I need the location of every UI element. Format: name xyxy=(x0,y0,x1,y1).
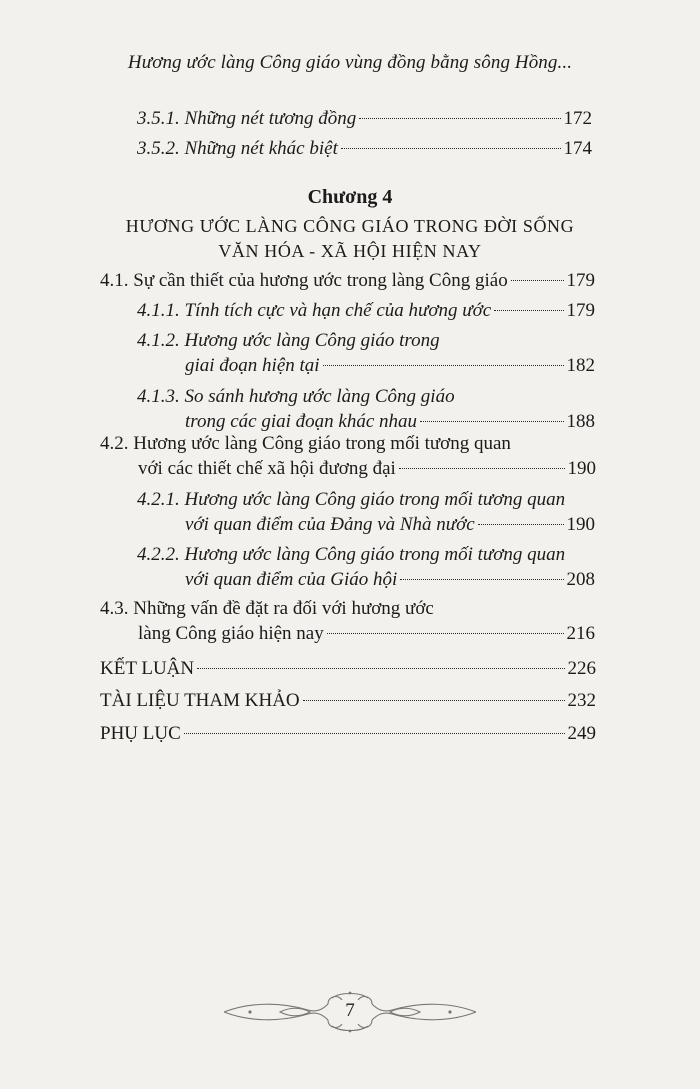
toc-entry-4-1-1[interactable] xyxy=(137,298,595,324)
dot-leader xyxy=(327,633,564,634)
toc-entry-label: TÀI LIỆU THAM KHẢO xyxy=(100,690,300,711)
toc-entry-label: 3.5.2. Những nét khác biệt xyxy=(137,138,338,159)
toc-entry-ket-luan[interactable] xyxy=(100,656,596,682)
toc-page-number: 249 xyxy=(567,723,596,744)
dot-leader xyxy=(420,421,563,422)
toc-entry-tai-lieu-tham-khao[interactable] xyxy=(100,688,596,714)
toc-entry-label: giai đoạn hiện tại xyxy=(185,355,320,376)
toc-entry-4-3[interactable] xyxy=(138,621,595,647)
toc-entry-4-1-3-line1[interactable]: 4.1.3. So sánh hương ước làng Công giáo xyxy=(137,386,455,407)
toc-entry-label: 4.1.1. Tính tích cực và hạn chế của hương ước xyxy=(137,300,492,321)
toc-entry-label: 3.5.1. Những nét tương đồng xyxy=(137,108,357,129)
toc-entry-4-1[interactable] xyxy=(100,268,595,294)
toc-entry-label: trong các giai đoạn khác nhau xyxy=(185,411,418,432)
toc-page-number: 182 xyxy=(566,355,595,376)
toc-entry-3-5-2[interactable] xyxy=(137,136,592,162)
dot-leader xyxy=(478,524,564,525)
toc-page-number: 179 xyxy=(566,300,595,321)
toc-entry-label: KẾT LUẬN xyxy=(100,658,195,679)
toc-entry-4-2-1[interactable] xyxy=(185,512,595,538)
dot-leader xyxy=(511,280,564,281)
toc-page-number: 174 xyxy=(563,138,592,159)
toc-entry-4-2-2[interactable] xyxy=(185,567,595,593)
toc-page-number: 190 xyxy=(567,458,596,479)
dot-leader xyxy=(303,700,565,701)
toc-entry-4-1-2[interactable] xyxy=(185,353,595,379)
toc-page-number: 172 xyxy=(563,108,592,129)
toc-entry-label: 4.1. Sự cần thiết của hương ước trong làng Công giáo xyxy=(100,270,508,291)
chapter-title-line2: VĂN HÓA - XÃ HỘI HIỆN NAY xyxy=(218,241,482,261)
dot-leader xyxy=(323,365,564,366)
dot-leader xyxy=(341,148,561,149)
dot-leader xyxy=(197,668,564,669)
chapter-number: Chương 4 xyxy=(307,186,393,208)
toc-entry-label: làng Công giáo hiện nay xyxy=(138,623,324,644)
toc-page-number: 216 xyxy=(566,623,595,644)
toc-entry-label: với quan điểm của Đảng và Nhà nước xyxy=(185,514,475,535)
toc-entry-4-2-line1[interactable]: 4.2. Hương ước làng Công giáo trong mối tương quan xyxy=(100,433,511,454)
chapter-title-line1: HƯƠNG ƯỚC LÀNG CÔNG GIÁO TRONG ĐỜI SỐNG xyxy=(125,216,575,236)
toc-entry-4-2-1-line1[interactable]: 4.2.1. Hương ước làng Công giáo trong mối tương quan xyxy=(137,489,566,510)
page-number: 7 xyxy=(345,1000,355,1021)
running-header: Hương ước làng Công giáo vùng đồng bằng sông Hồng... xyxy=(127,52,573,73)
toc-entry-4-1-2-line1[interactable]: 4.1.2. Hương ước làng Công giáo trong xyxy=(137,330,440,351)
toc-page-number: 226 xyxy=(567,658,596,679)
toc-entry-label: với các thiết chế xã hội đương đại xyxy=(138,458,396,479)
dot-leader xyxy=(400,579,563,580)
toc-entry-4-3-line1[interactable]: 4.3. Những vấn đề đặt ra đối với hương ước xyxy=(100,598,434,619)
toc-page-number: 188 xyxy=(566,411,595,432)
toc-page-number: 179 xyxy=(566,270,595,291)
toc-page-number: 208 xyxy=(566,569,595,590)
toc-entry-label: PHỤ LỤC xyxy=(100,723,181,744)
toc-entry-4-2[interactable] xyxy=(138,456,596,482)
dot-leader xyxy=(399,468,565,469)
toc-page-number: 190 xyxy=(566,514,595,535)
dot-leader xyxy=(359,118,560,119)
toc-entry-4-2-2-line1[interactable]: 4.2.2. Hương ước làng Công giáo trong mối tương quan xyxy=(137,544,566,565)
toc-entry-label: với quan điểm của Giáo hội xyxy=(185,569,398,590)
toc-entry-phu-luc[interactable] xyxy=(100,721,596,747)
dot-leader xyxy=(184,733,565,734)
toc-entry-3-5-1[interactable] xyxy=(137,106,592,132)
toc-page-number: 232 xyxy=(567,690,596,711)
dot-leader xyxy=(494,310,563,311)
